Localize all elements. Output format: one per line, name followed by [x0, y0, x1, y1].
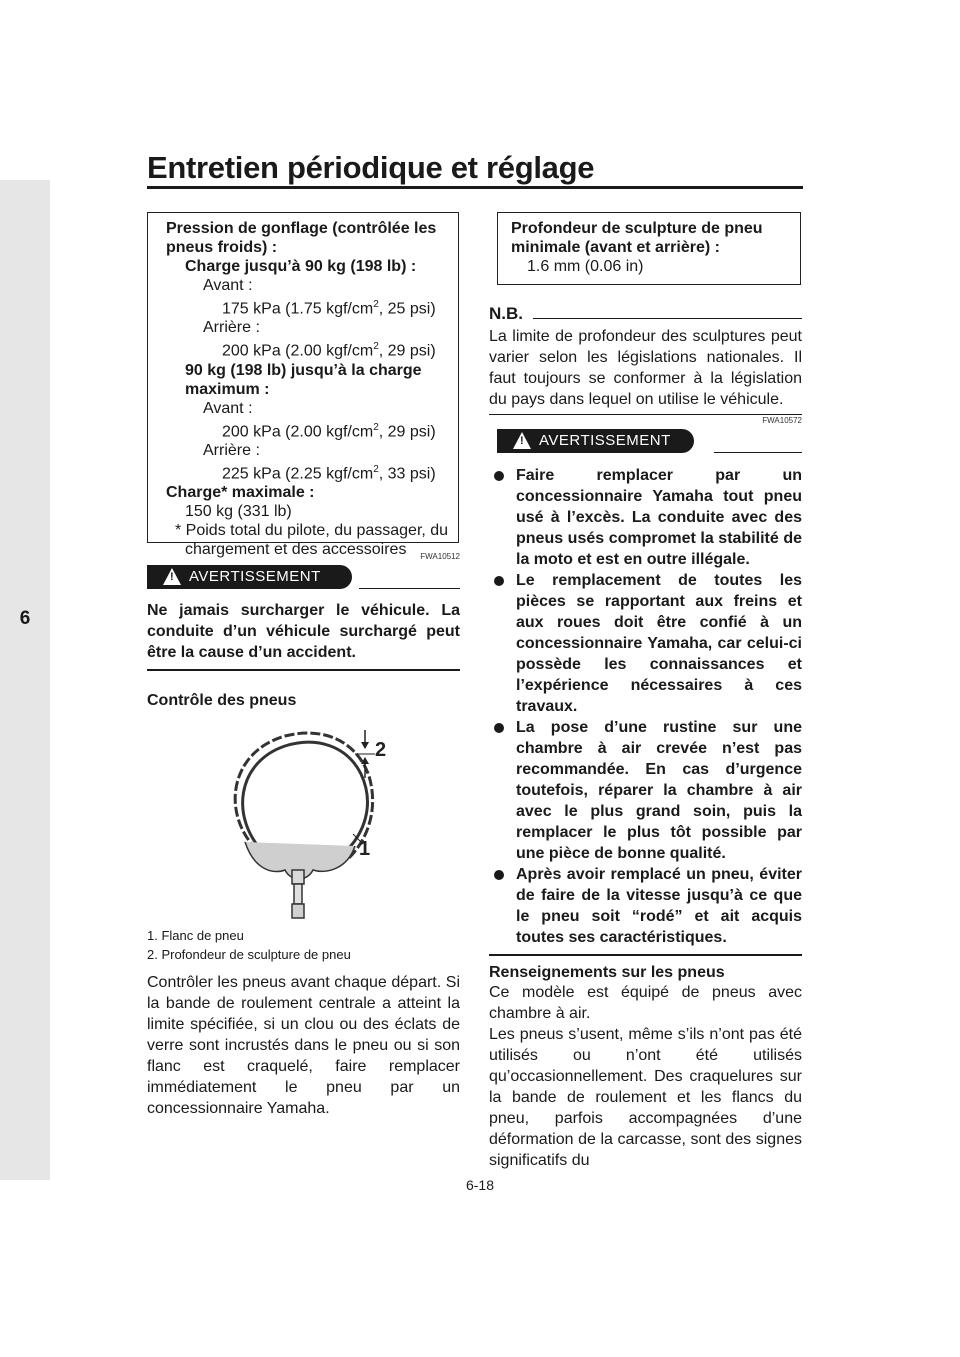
spec-load2-rear-value: 225 kPa (2.25 kgf/$cm^2$, 33 psi)	[222, 463, 436, 483]
warning-code: FWA10572	[762, 416, 802, 425]
page-number: 6-18	[465, 1177, 495, 1193]
spec-load1-rear-value: 200 kPa (2.00 kgf/$cm^2$, 29 psi)	[222, 341, 436, 360]
spec-heading: Pression de gonflage (contrôlée les pneus froids) :	[166, 220, 437, 256]
tire-cross-section-figure	[215, 722, 395, 922]
warning-triangle-icon: !	[513, 432, 531, 449]
depth-heading: Profondeur de sculpture de pneu minimale (avant et arrière) :	[511, 220, 763, 256]
figure-legend	[147, 926, 351, 964]
callout-2: 2	[375, 739, 387, 761]
note-label: N.B.	[489, 304, 523, 323]
warning-badge: ! AVERTISSEMENT	[147, 565, 352, 589]
bullet-icon	[494, 471, 504, 481]
spec-load1-rear-label: Arrière :	[203, 319, 260, 337]
spec-load1: Charge jusqu’à 90 kg (198 lb) :	[185, 258, 417, 275]
warning-code: FWA10512	[420, 552, 460, 561]
spec-load1-front-label: Avant :	[203, 277, 253, 294]
bullet-icon	[494, 576, 504, 586]
chapter-tab	[0, 180, 50, 1180]
warning-tires	[489, 416, 802, 956]
page-title: Entretien périodique et réglage	[147, 150, 595, 185]
spec-load2-front-label: Avant :	[203, 399, 253, 417]
warning-overload	[147, 552, 460, 671]
chapter-number: 6	[19, 608, 31, 629]
legend-item-1: 1. Flanc de pneu	[147, 928, 244, 943]
tire-check-paragraph: Contrôler les pneus avant chaque départ. Si la bande de roulement centrale a atteint la limite spécifiée, si un clou ou des éclats de verre sont incrustés dans le pneu ou si son flanc est craquelé, faire remplacer immédiatement le pneu par un concessionnaire Yamaha.	[147, 974, 460, 1117]
spec-load2: 90 kg (198 lb) jusqu’à la charge maximum :	[185, 361, 422, 398]
spec-max-value: 150 kg (331 lb)	[185, 503, 292, 521]
legend-item-2: 2. Profondeur de sculpture de pneu	[147, 947, 351, 962]
warning-list	[489, 465, 802, 948]
spec-load1-front-value: 175 kPa (1.75 kgf/$cm^2$, 25 psi)	[222, 299, 436, 318]
section-heading-tire-check: Contrôle des pneus	[147, 692, 297, 709]
note-block	[489, 304, 802, 415]
list-item: La pose d’une rustine sur une chambre à air crevée n’est pas recommandée. En cas d’urgence toutefois, réparer la chambre à air avec le plus grand soin, puis la remplacer le plus tôt possible par une pièce de bonne qualité.	[489, 717, 802, 864]
list-item: Faire remplacer par un concessionnaire Yamaha tout pneu usé à l’excès. La conduite avec des pneus usés compromet la stabilité de la moto et est en outre illégale.	[489, 465, 802, 570]
warning-triangle-icon: !	[163, 568, 181, 585]
tire-info-section	[489, 964, 802, 1171]
section-heading-tire-info: Renseignements sur les pneus	[489, 964, 725, 981]
callout-1: 1	[359, 838, 371, 860]
depth-value: 1.6 mm (0.06 in)	[527, 258, 644, 275]
tire-info-p1: Ce modèle est équipé de pneus avec chambre à air.	[489, 984, 802, 1022]
tread-depth-spec-box	[497, 212, 801, 285]
bullet-icon	[494, 723, 504, 733]
tire-diagram	[235, 730, 375, 918]
warning-text: Ne jamais surcharger le véhicule. La conduite d’un véhicule surchargé peut être la cause d’un accident.	[147, 602, 460, 661]
spec-load2-front-value: 200 kPa (2.00 kgf/$cm^2$, 29 psi)	[222, 421, 436, 440]
list-item: Le remplacement de toutes les pièces se rapportant aux freins et aux roues doit être confié à un concessionnaire Yamaha, car celui-ci possède les connaissances et l’expérience nécessaires à ces travaux.	[489, 570, 802, 717]
note-text: La limite de profondeur des sculptures peut varier selon les législations nationales. Il faut toujours se conformer à la législation du pays dans lequel on utilise le véhicule.	[489, 328, 802, 408]
spec-footnote: * Poids total du pilote, du passager, du chargement et des accessoires	[175, 522, 449, 559]
title-rule	[147, 186, 803, 189]
tire-info-p2: Les pneus s’usent, même s’ils n’ont pas été utilisés ou n’ont été utilisés qu’occasionnellement. Des craquelures sur la bande de roulement et les flancs du pneu, parfois accompagnées d’une déformation de la carcasse, sont des signes significatifs du	[489, 1026, 802, 1169]
warning-badge: ! AVERTISSEMENT	[497, 429, 694, 453]
spec-load2-rear-label: Arrière :	[203, 441, 260, 459]
list-item: Après avoir remplacé un pneu, éviter de faire de la vitesse jusqu’à ce que le pneu soit “rodé” et ait acquis toutes ses caractéristiques.	[489, 864, 802, 948]
bullet-icon	[494, 870, 504, 880]
spec-max-label: Charge* maximale :	[166, 484, 315, 502]
